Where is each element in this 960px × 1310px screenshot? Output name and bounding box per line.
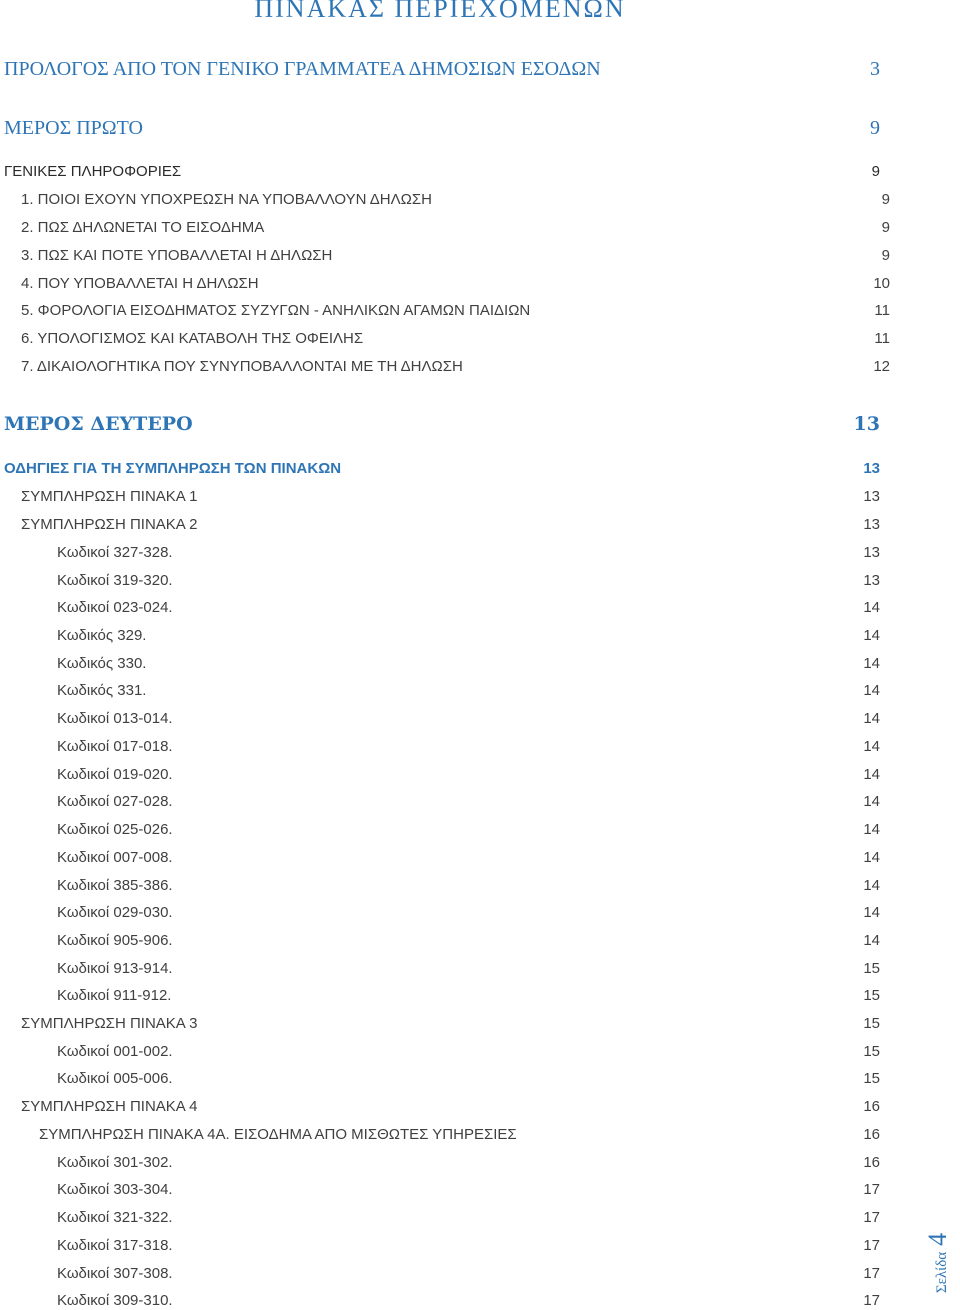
toc-entry-page: 17 (863, 1209, 880, 1226)
toc-entry-page: 13 (863, 488, 880, 505)
toc-entry-label: Κωδικοί 913-914. (57, 960, 173, 977)
toc-entry-label: ΣΥΜΠΛΗΡΩΣΗ ΠΙΝΑΚΑ 3 (21, 1015, 198, 1032)
toc-entry-page: 14 (863, 793, 880, 810)
toc-entry-label: Κωδικοί 319-320. (57, 572, 173, 589)
toc-entry-label: ΠΡΟΛΟΓΟΣ ΑΠΟ ΤΟΝ ΓΕΝΙΚΟ ΓΡΑΜΜΑΤΕΑ ΔΗΜΟΣΙΩΝ ΕΣΟΔΩΝ (4, 58, 601, 80)
toc-entry-page: 14 (863, 904, 880, 921)
toc-entry-page: 9 (881, 247, 890, 264)
toc-entry-label: ΣΥΜΠΛΗΡΩΣΗ ΠΙΝΑΚΑ 4 (21, 1098, 198, 1115)
toc-entry-label: Κωδικοί 321-322. (57, 1209, 173, 1226)
toc-entry-page: 12 (873, 358, 890, 375)
toc-entry-page: 3 (870, 58, 880, 80)
toc-entry-label: Κωδικοί 027-028. (57, 793, 173, 810)
toc-entry-label: Κωδικοί 317-318. (57, 1237, 173, 1254)
toc-entry-page: 17 (863, 1237, 880, 1254)
toc-entry-page: 14 (863, 599, 880, 616)
toc-entry-page: 15 (863, 960, 880, 977)
toc-entry-label: ΜΕΡΟΣ ΔΕΥΤΕΡΟ (4, 413, 193, 435)
toc-entry-label: Κωδικοί 023-024. (57, 599, 173, 616)
toc-entry-page: 13 (853, 413, 880, 435)
toc-entry-label: ΓΕΝΙΚΕΣ ΠΛΗΡΟΦΟΡΙΕΣ (4, 163, 182, 180)
toc-entry-label: Κωδικοί 013-014. (57, 710, 173, 727)
toc-entry-label: 1. ΠΟΙΟΙ ΕΧΟΥΝ ΥΠΟΧΡΕΩΣΗ ΝΑ ΥΠΟΒΑΛΛΟΥΝ ΔΗΛΩΣΗ (21, 191, 432, 208)
toc-entry-page: 16 (863, 1154, 880, 1171)
toc-entry-label: Κωδικοί 385-386. (57, 877, 173, 894)
toc-entry-page: 14 (863, 710, 880, 727)
page-title: ΠΙΝΑΚΑΣ ΠΕΡΙΕΧΟΜΕΝΩΝ (254, 0, 626, 23)
toc-entry-page: 9 (871, 163, 880, 180)
toc-entry-page: 14 (863, 849, 880, 866)
toc-entry-page: 9 (881, 219, 890, 236)
toc-entry-page: 13 (863, 460, 880, 477)
toc-entry-page: 16 (863, 1126, 880, 1143)
toc-entry-page: 13 (863, 544, 880, 561)
toc-entry-label: Κωδικός 331. (57, 682, 147, 699)
toc-entry-label: ΣΥΜΠΛΗΡΩΣΗ ΠΙΝΑΚΑ 2 (21, 516, 198, 533)
toc-entry-label: 3. ΠΩΣ ΚΑΙ ΠΟΤΕ ΥΠΟΒΑΛΛΕΤΑΙ Η ΔΗΛΩΣΗ (21, 247, 333, 264)
toc-entry-page: 11 (874, 330, 890, 347)
toc-entry-page: 15 (863, 1015, 880, 1032)
toc-entry-label: Κωδικοί 007-008. (57, 849, 173, 866)
toc-entry-page: 14 (863, 655, 880, 672)
toc-entry-page: 14 (863, 627, 880, 644)
toc-entry-label: Κωδικοί 307-308. (57, 1265, 173, 1282)
toc-entry-label: Κωδικοί 005-006. (57, 1070, 173, 1087)
toc-entry-page: 11 (874, 302, 890, 319)
toc-entry-page: 14 (863, 682, 880, 699)
toc-entry-label: ΣΥΜΠΛΗΡΩΣΗ ΠΙΝΑΚΑ 1 (21, 488, 198, 505)
toc-entry-label: Κωδικοί 327-328. (57, 544, 173, 561)
toc-entry-page: 13 (863, 516, 880, 533)
toc-entry-label: Κωδικός 330. (57, 655, 147, 672)
toc-entry-page: 13 (863, 572, 880, 589)
toc-entry-label: 7. ΔΙΚΑΙΟΛΟΓΗΤΙΚΑ ΠΟΥ ΣΥΝΥΠΟΒΑΛΛΟΝΤΑΙ ΜΕ ΤΗ ΔΗΛΩΣΗ (21, 358, 463, 375)
toc-entry-label: Κωδικοί 309-310. (57, 1292, 173, 1309)
toc-entry-page: 17 (863, 1181, 880, 1198)
toc-entry-page: 14 (863, 932, 880, 949)
toc-entry-page: 14 (863, 877, 880, 894)
toc-entry-page: 16 (863, 1098, 880, 1115)
toc-entry-page: 9 (870, 117, 880, 139)
toc-entry-page: 15 (863, 1043, 880, 1060)
toc-entry-page: 14 (863, 821, 880, 838)
toc-entry-label: 2. ΠΩΣ ΔΗΛΩΝΕΤΑΙ ΤΟ ΕΙΣΟΔΗΜΑ (21, 219, 265, 236)
toc-entry-page: 15 (863, 987, 880, 1004)
toc-entry-label: Κωδικοί 019-020. (57, 766, 173, 783)
page-number-footer (918, 1216, 958, 1310)
toc-entry-page: 17 (863, 1292, 880, 1309)
page-word: Σελίδα (934, 1251, 950, 1294)
toc-entry-page: 9 (881, 191, 890, 208)
toc-entry-label: Κωδικοί 905-906. (57, 932, 173, 949)
toc-entry-label: ΜΕΡΟΣ ΠΡΩΤΟ (4, 117, 143, 139)
toc-entry-label: Κωδικός 329. (57, 627, 147, 644)
toc-entry-label: Κωδικοί 001-002. (57, 1043, 173, 1060)
toc-entry-page: 15 (863, 1070, 880, 1087)
toc-entry-label: Κωδικοί 017-018. (57, 738, 173, 755)
toc-entry-label: ΣΥΜΠΛΗΡΩΣΗ ΠΙΝΑΚΑ 4Α. ΕΙΣΟΔΗΜΑ ΑΠΟ ΜΙΣΘΩΤΕΣ ΥΠΗΡΕΣΙΕΣ (39, 1126, 517, 1143)
toc-entry-page: 14 (863, 766, 880, 783)
toc-entry-page: 17 (863, 1265, 880, 1282)
toc-entry-page: 14 (863, 738, 880, 755)
toc-entry-label: Κωδικοί 303-304. (57, 1181, 173, 1198)
toc-entry-label: Κωδικοί 301-302. (57, 1154, 173, 1171)
toc-entry-label: Κωδικοί 029-030. (57, 904, 173, 921)
page-number: 4 (923, 1232, 952, 1246)
toc-entry-label: Κωδικοί 025-026. (57, 821, 173, 838)
toc-entry-label: 4. ΠΟΥ ΥΠΟΒΑΛΛΕΤΑΙ Η ΔΗΛΩΣΗ (21, 275, 259, 292)
toc-entry-page: 10 (873, 275, 890, 292)
toc-entry-label: 5. ΦΟΡΟΛΟΓΙΑ ΕΙΣΟΔΗΜΑΤΟΣ ΣΥΖΥΓΩΝ - ΑΝΗΛΙΚΩΝ ΑΓΑΜΩΝ ΠΑΙΔΙΩΝ (21, 302, 531, 319)
toc-entry-label: ΟΔΗΓΙΕΣ ΓΙΑ ΤΗ ΣΥΜΠΛΗΡΩΣΗ ΤΩΝ ΠΙΝΑΚΩΝ (4, 460, 342, 477)
toc-entry-label: 6. ΥΠΟΛΟΓΙΣΜΟΣ ΚΑΙ ΚΑΤΑΒΟΛΗ ΤΗΣ ΟΦΕΙΛΗΣ (21, 330, 364, 347)
toc-entry-label: Κωδικοί 911-912. (57, 987, 172, 1004)
